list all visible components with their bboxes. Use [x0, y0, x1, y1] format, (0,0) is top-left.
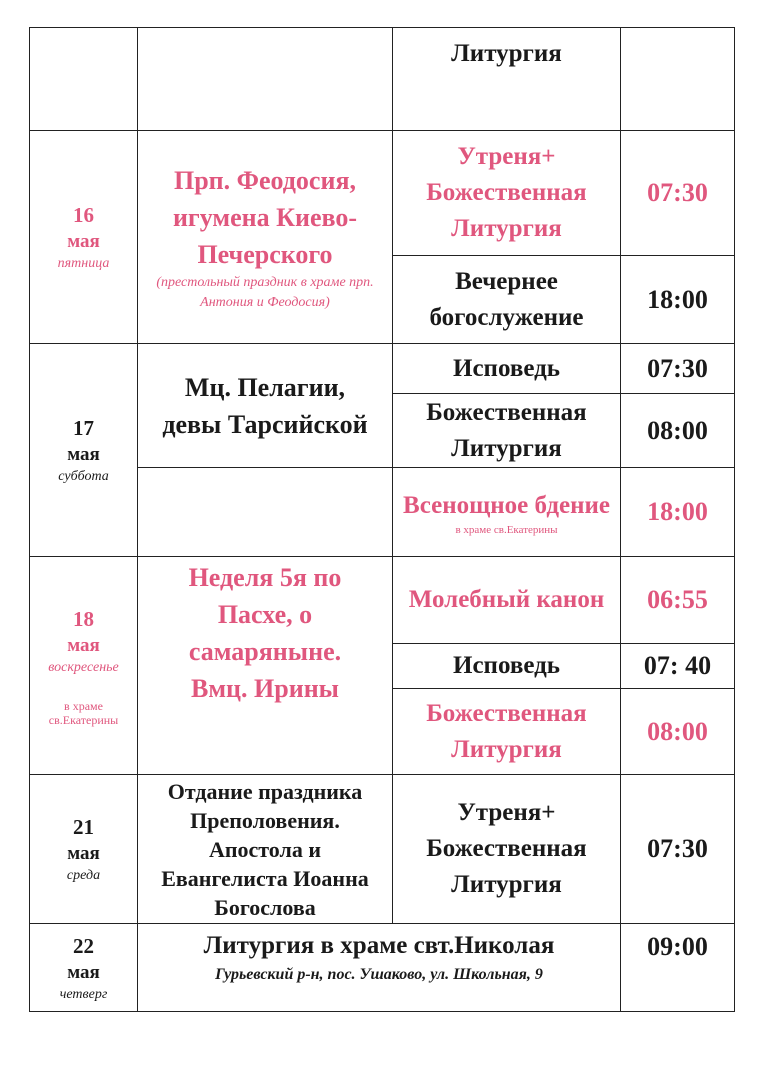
feast-cell-16	[138, 131, 393, 344]
service-cell	[393, 28, 621, 131]
day-21-row	[30, 775, 735, 924]
service-time: 07:30	[647, 834, 708, 863]
time-cell	[621, 689, 735, 775]
service-name: Утреня+ Божественная Литургия	[426, 143, 587, 242]
service-time: 18:00	[647, 284, 708, 314]
feast-title: Литургия в храме свт.Николая	[203, 932, 555, 959]
weekday: пятница	[57, 256, 110, 271]
service-name: Божественная Литургия	[426, 699, 587, 763]
feast-title: Неделя 5я по Пасхе, о самаряныне. Вмц. Ирины	[188, 563, 342, 703]
time-cell-empty	[621, 28, 735, 131]
feast-cell-22	[138, 924, 621, 1012]
continuation-row	[30, 28, 735, 131]
day-number: 22	[73, 933, 94, 958]
service-place: в храме св.Екатерины	[455, 524, 558, 536]
weekday: четверг	[59, 986, 108, 1002]
day-month: мая	[67, 843, 100, 864]
day-number: 21	[73, 815, 94, 839]
date-cell-21	[30, 775, 138, 924]
weekday: воскресенье	[48, 659, 119, 675]
service-name: Исповедь	[453, 652, 560, 679]
day-month: мая	[67, 634, 100, 656]
day-16-row-1	[30, 131, 735, 256]
day-number: 18	[73, 606, 94, 631]
feast-cell-21	[138, 775, 393, 924]
day-18-row-1	[30, 557, 735, 644]
service-time: 09:00	[647, 932, 708, 961]
service-name: Исповедь	[453, 354, 560, 382]
service-time: 07:30	[647, 178, 708, 207]
time-cell	[621, 344, 735, 394]
date-cell-empty	[30, 28, 138, 131]
schedule-table	[29, 27, 735, 1012]
date-cell-18	[30, 557, 138, 775]
service-name: Утреня+ Божественная Литургия	[426, 799, 587, 898]
service-name: Божественная Литургия	[426, 398, 587, 462]
time-cell	[621, 394, 735, 468]
feast-note: (престольный праздник в храме прп. Антония и Феодосия)	[156, 274, 374, 310]
service-cell	[393, 775, 621, 924]
day-month: мая	[67, 444, 100, 465]
service-time: 08:00	[647, 415, 708, 445]
service-cell	[393, 468, 621, 557]
time-cell	[621, 557, 735, 644]
time-cell	[621, 468, 735, 557]
feast-title: Прп. Феодосия, игумена Киево-Печерского	[172, 165, 358, 269]
time-cell	[621, 775, 735, 924]
day-number: 17	[73, 416, 94, 440]
service-name: Молебный канон	[408, 586, 605, 613]
date-cell-16	[30, 131, 138, 344]
day-month: мая	[67, 961, 100, 983]
day-note: в храме св.Екатерины	[48, 698, 119, 727]
service-time: 06:55	[647, 585, 708, 614]
feast-cell-empty	[138, 28, 393, 131]
day-number: 16	[73, 203, 94, 227]
time-cell	[621, 256, 735, 344]
weekday: среда	[66, 868, 101, 883]
service-time: 18:00	[647, 497, 708, 526]
time-cell	[621, 644, 735, 689]
day-22-row	[30, 924, 735, 1012]
time-cell	[621, 131, 735, 256]
weekday: суббота	[58, 469, 109, 484]
feast-cell-17	[138, 344, 393, 468]
day-month: мая	[67, 231, 100, 252]
service-cell	[393, 394, 621, 468]
service-cell	[393, 131, 621, 256]
feast-title: Мц. Пелагии, девы Тарсийской	[162, 372, 368, 439]
service-time: 08:00	[647, 716, 708, 746]
service-cell	[393, 256, 621, 344]
time-cell	[621, 924, 735, 1012]
service-cell	[393, 344, 621, 394]
date-cell-22	[30, 924, 138, 1012]
service-cell	[393, 557, 621, 644]
service-name: Литургия	[451, 40, 562, 67]
service-cell	[393, 644, 621, 689]
service-time: 07: 40	[643, 651, 712, 680]
feast-cell-18	[138, 557, 393, 775]
service-name: Вечернее богослужение	[429, 267, 584, 331]
feast-cell-empty	[138, 468, 393, 557]
service-cell	[393, 689, 621, 775]
service-name: Всенощное бдение	[403, 492, 610, 519]
date-cell-17	[30, 344, 138, 557]
address: Гурьевский р-н, пос. Ушаково, ул. Школьная, 9	[215, 966, 543, 983]
service-time: 07:30	[647, 353, 708, 383]
day-17-row-1	[30, 344, 735, 394]
feast-title: Отдание праздника Преполовения. Апостола и Евангелиста Иоанна Богослова	[161, 778, 369, 920]
